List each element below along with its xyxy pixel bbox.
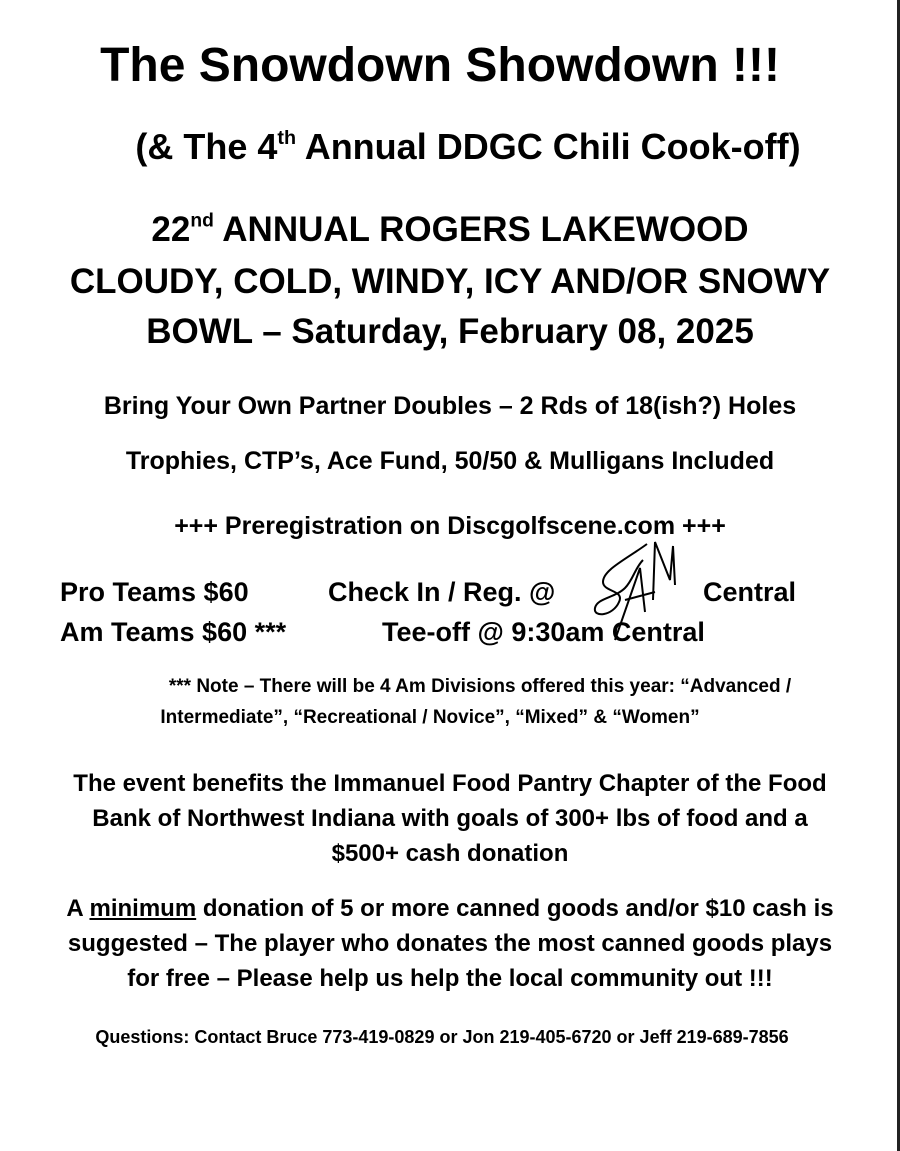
headline-num: 22 — [151, 210, 191, 249]
format-line: Bring Your Own Partner Doubles – 2 Rds of 18(ish?) Holes — [103, 392, 797, 420]
am-teams-fee: Am Teams $60 *** — [60, 617, 287, 647]
donation-line-2: suggested – The player who donates the most canned goods plays — [67, 930, 833, 957]
handwritten-8am-icon — [585, 540, 715, 650]
preregistration-line: +++ Preregistration on Discgolfscene.com +++ — [174, 512, 726, 540]
subtitle-suffix: Annual DDGC Chili Cook-off) — [296, 126, 801, 167]
subtitle-sup: th — [277, 127, 297, 150]
flyer-subtitle — [18, 126, 900, 168]
divisions-note-1: *** Note – There will be 4 Am Divisions offered this year: “Advanced / — [168, 676, 792, 697]
benefit-line-2: Bank of Northwest Indiana with goals of 300+ lbs of food and a — [92, 805, 808, 832]
headline-line-2: CLOUDY, COLD, WINDY, ICY AND/OR SNOWY — [69, 262, 831, 301]
check-in-label: Check In / Reg. @ — [328, 577, 556, 607]
donation-line-1 — [0, 895, 900, 923]
tee-off-time: Tee-off @ 9:30am Central — [382, 617, 705, 647]
flyer-title: The Snowdown Showdown !!! — [100, 39, 780, 92]
subtitle-prefix: (& The 4 — [135, 126, 278, 167]
benefit-line-1: The event benefits the Immanuel Food Pantry Chapter of the Food — [73, 770, 827, 797]
headline-line-3: BOWL – Saturday, February 08, 2025 — [146, 312, 754, 351]
donation-suffix: donation of 5 or more canned goods and/or $10 cash is — [196, 895, 834, 922]
donation-line-3: for free – Please help us help the local community out !!! — [127, 965, 773, 992]
benefit-line-3: $500+ cash donation — [331, 840, 569, 867]
included-line: Trophies, CTP’s, Ace Fund, 50/50 & Mulligans Included — [125, 447, 775, 475]
pro-teams-fee: Pro Teams $60 — [60, 577, 249, 607]
divisions-note-2: Intermediate”, “Recreational / Novice”, “Mixed” & “Women” — [160, 707, 700, 728]
headline-line-1 — [0, 210, 900, 250]
donation-prefix: A — [66, 895, 90, 922]
headline-sup: nd — [190, 210, 214, 232]
questions-contact: Questions: Contact Bruce 773-419-0829 or Jon 219-405-6720 or Jeff 219-689-7856 — [95, 1027, 789, 1047]
headline-rest: ANNUAL ROGERS LAKEWOOD — [213, 210, 749, 249]
donation-minimum: minimum — [89, 895, 197, 922]
check-in-timezone: Central — [703, 577, 797, 607]
